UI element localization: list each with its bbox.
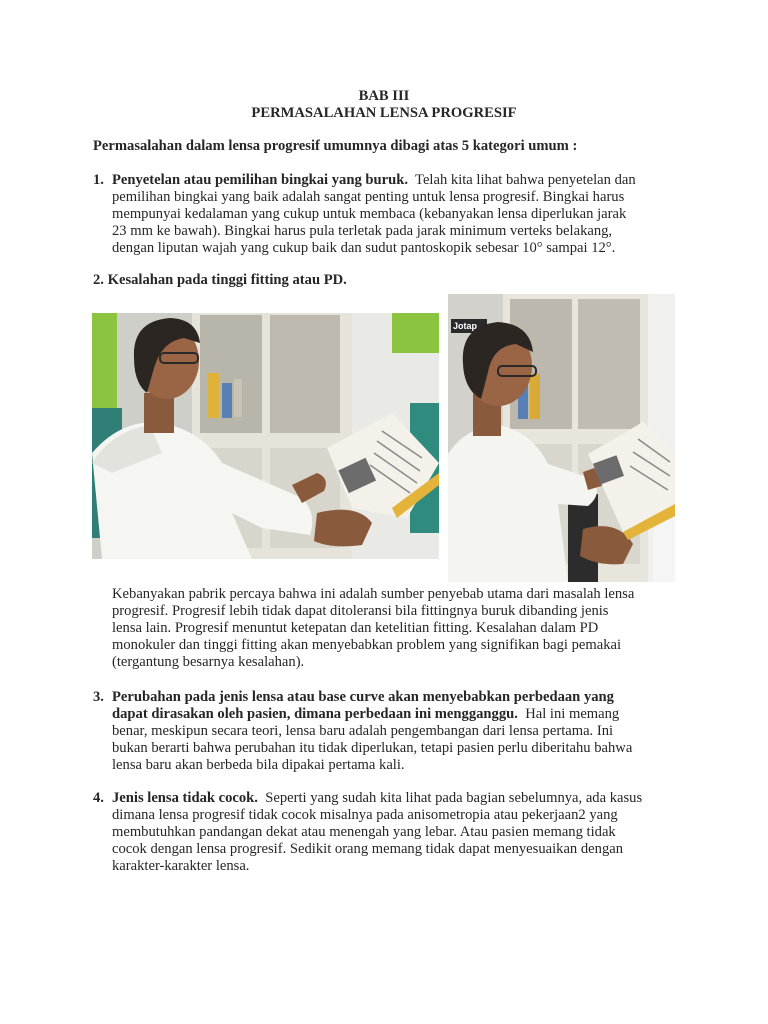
item-text-line: cocok dengan lensa progresif. Sedikit orang memang tidak dapat menyesuaikan dengan [112, 841, 624, 857]
item-text-line: Seperti yang sudah kita lihat pada bagian sebelumnya, ada kasus [265, 790, 643, 806]
item-number: 4. [93, 790, 104, 806]
photo-man-reading-left [92, 313, 439, 559]
item-title: Penyetelan atau pemilihan bingkai yang buruk. [112, 172, 408, 188]
item-text-line: bukan berarti bahwa perubahan itu tidak diperlukan, tetapi pasien perlu diberitahu bahwa [112, 740, 633, 756]
list-item [112, 172, 682, 257]
photo-man-reading-right [448, 294, 675, 582]
item-text-line: Hal ini memang [525, 706, 620, 722]
intro-paragraph: Permasalahan dalam lensa progresif umumnya dibagi atas 5 kategori umum : [93, 138, 578, 154]
item-title: Kesalahan pada tinggi fitting atau PD. [107, 272, 347, 288]
item-number: 3. [93, 689, 104, 705]
list-item [112, 689, 682, 774]
item-title: Jenis lensa tidak cocok. [112, 790, 258, 806]
list-item-heading [93, 272, 347, 289]
item-title-line: Perubahan pada jenis lensa atau base curve akan menyebabkan perbedaan yang [112, 689, 614, 705]
item-text-line: karakter-karakter lensa. [112, 858, 250, 874]
sticker-text: Jotap [453, 321, 478, 331]
item-text-line: 23 mm ke bawah). Bingkai harus pula terletak pada jarak minimum verteks belakang, [112, 223, 613, 239]
item-text-line: Telah kita lihat bahwa penyetelan dan [415, 172, 636, 188]
list-item [112, 790, 682, 875]
item-title-line: dapat dirasakan oleh pasien, dimana perbedaan ini mengganggu. [112, 706, 518, 722]
item-text-line: mempunyai kedalaman yang cukup untuk membaca (kebanyakan lensa diperlukan jarak [112, 206, 627, 222]
item-text-line: Kebanyakan pabrik percaya bahwa ini adalah sumber penyebab utama dari masalah lensa [112, 586, 635, 602]
chapter-title: PERMASALAHAN LENSA PROGRESIF [251, 105, 517, 121]
chapter-label: BAB III [358, 88, 410, 104]
item-text-line: monokuler dan tinggi fitting akan menyebabkan problem yang signifikan bagi pemakai [112, 637, 622, 653]
item-text-line: benar, meskipun secara teori, lensa baru adalah pengembangan dari lensa pertama. Ini [112, 723, 614, 739]
item-text-line: lensa baru akan berbeda bila dipakai pertama kali. [112, 757, 405, 773]
item-text-line: dengan liputan wajah yang cukup baik dan sudut pantoskopik sebesar 10° sampai 12°. [112, 240, 616, 256]
item-text-line: lensa lain. Progresif menuntut ketepatan dan ketelitian fitting. Kesalahan dalam PD [112, 620, 599, 636]
item-number: 2. [93, 272, 104, 288]
item-text-line: pemilihan bingkai yang baik adalah sangat penting untuk lensa progresif. Bingkai harus [112, 189, 625, 205]
item-text-line: membutuhkan pandangan dekat atau menengah yang lebar. Atau pasien memang tidak [112, 824, 616, 840]
item-text-line: progresif. Progresif lebih tidak dapat ditoleransi bila fittingnya buruk dibanding jenis [112, 603, 609, 619]
item-text-line: dimana lensa progresif tidak cocok misalnya pada anisometropia atau pekerjaan2 yang [112, 807, 618, 823]
item-text-line: (tergantung besarnya kesalahan). [112, 654, 305, 670]
item-number: 1. [93, 172, 104, 188]
list-item-body [112, 586, 682, 671]
